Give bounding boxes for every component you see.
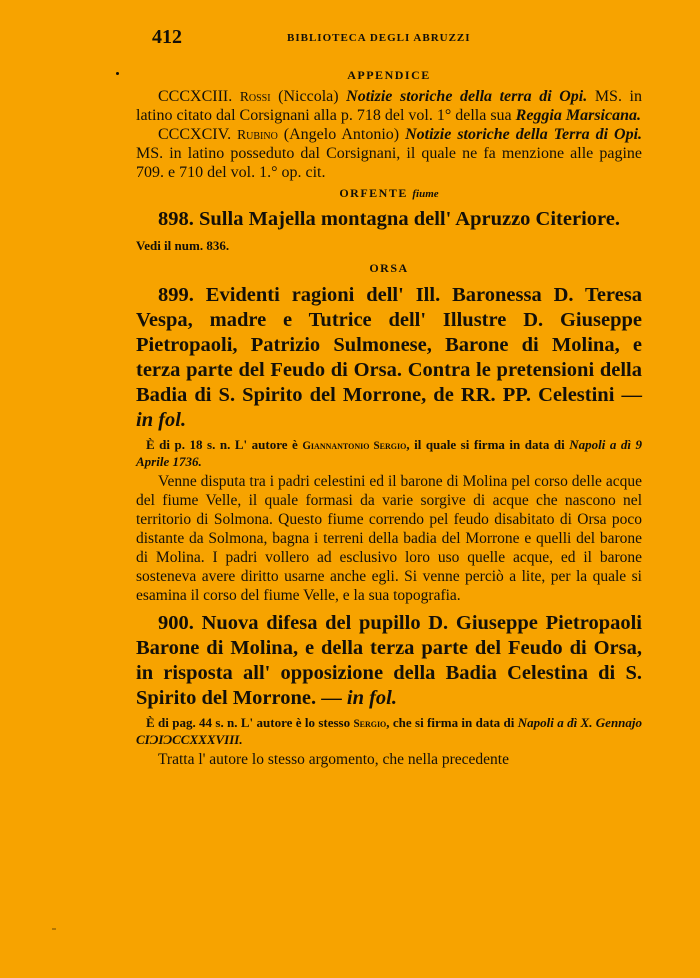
section-heading-appendice: APPENDICE	[347, 68, 431, 82]
entry-899-description: Venne disputa tra i padri celestini ed il barone di Molina pel corso delle acque del fiume Velle, il quale formasi da varie sorgive di acque che nascono nel territorio di Solmona. Questo fiume correndo pel feudo disabitato di Orsa poco distante da Solmona, bagna i terreni della badia del Morrone e quelli del barone di Molina. I padri vollero ad esclusivo loro uso quelle acque, ed il barone sosteneva avere diritto usarne anche egli. Si venne perciò a lite, per la quale si esamina il corso del fiume Velle, e la sua topografia.	[136, 473, 642, 604]
ref-author: Giannantonio Sergio	[302, 440, 407, 452]
entry-format: in fol.	[136, 409, 187, 431]
ref-text: , che si firma in data di	[386, 715, 515, 730]
entry-author-rest: (Niccola)	[278, 88, 339, 105]
entry-899	[136, 283, 642, 433]
page-speck	[52, 928, 56, 930]
entry-text: MS. in latino posseduto dal Corsignani, il quale ne fa menzione alle pagine 709. e 710 del vol. 1.° op. cit.	[136, 145, 642, 181]
section-heading-orfente	[136, 184, 642, 203]
page-body	[136, 66, 642, 769]
entry-number: CCCXCIV.	[158, 126, 232, 143]
entry-author: Rossi	[239, 89, 271, 104]
running-head: BIBLIOTECA DEGLI ABRUZZI	[287, 32, 471, 44]
entry-898-ref: Vedi il num. 836.	[136, 238, 230, 253]
entry-format: in fol.	[346, 687, 397, 709]
page-header	[152, 26, 502, 50]
section-note: fiume	[412, 188, 439, 200]
entry-title: Notizie storiche della terra di Opi.	[346, 88, 588, 105]
ref-author: Sergio	[353, 718, 387, 730]
ref-date: Napoli a dì X. Gennajo CIƆIƆCCXXXVIII.	[136, 715, 643, 747]
ref-date: Napoli a dì 9 Aprile 1736.	[136, 437, 642, 469]
entry-cccxciv	[136, 125, 642, 182]
ref-text: , il quale si firma in data di	[406, 437, 565, 452]
entry-author-rest: (Angelo Antonio)	[283, 126, 400, 143]
ref-text: È di p. 18 s. n. L' autore è	[146, 437, 298, 452]
entry-900-description: Tratta l' autore lo stesso argomento, che nella precedente	[158, 751, 509, 768]
entry-author: Rubino	[237, 127, 278, 142]
entry-898: 898. Sulla Majella montagna dell' Apruzzo Citeriore.	[158, 208, 620, 230]
entry-900-ref	[136, 715, 642, 748]
section-heading-orsa: ORSA	[369, 261, 409, 275]
entry-900	[136, 611, 642, 711]
page-number: 412	[152, 26, 182, 48]
entry-number: CCCXCIII.	[158, 88, 233, 105]
entry-899-ref	[136, 437, 642, 470]
entry-text: MS. in latino citato dal Corsignani alla p. 718 del vol. 1° della sua	[136, 88, 642, 124]
margin-dot	[116, 72, 119, 75]
entry-text: 899. Evidenti ragioni dell' Ill. Baronessa D. Teresa Vespa, madre e Tutrice dell' Illustre D. Giuseppe Pietropaoli, Patrizio Sulmonese, Barone di Molina, e terza parte del Feudo di Orsa. Contra le pretensioni della Badia di S. Spirito del Morrone, de RR. PP. Celestini —	[136, 284, 642, 406]
entry-cccxciii	[136, 87, 642, 125]
entry-work: Reggia Marsicana.	[515, 107, 641, 124]
entry-title: Notizie storiche della Terra di Opi.	[405, 126, 643, 143]
entry-text: 900. Nuova difesa del pupillo D. Giuseppe Pietropaoli Barone di Molina, e della terza parte del Feudo di Orsa, in risposta all' opposizione della Badia Celestina di S. Spirito del Morrone. —	[136, 612, 642, 709]
section-title: ORFENTE	[339, 186, 408, 200]
ref-text: È di pag. 44 s. n. L' autore è lo stesso	[146, 715, 351, 730]
